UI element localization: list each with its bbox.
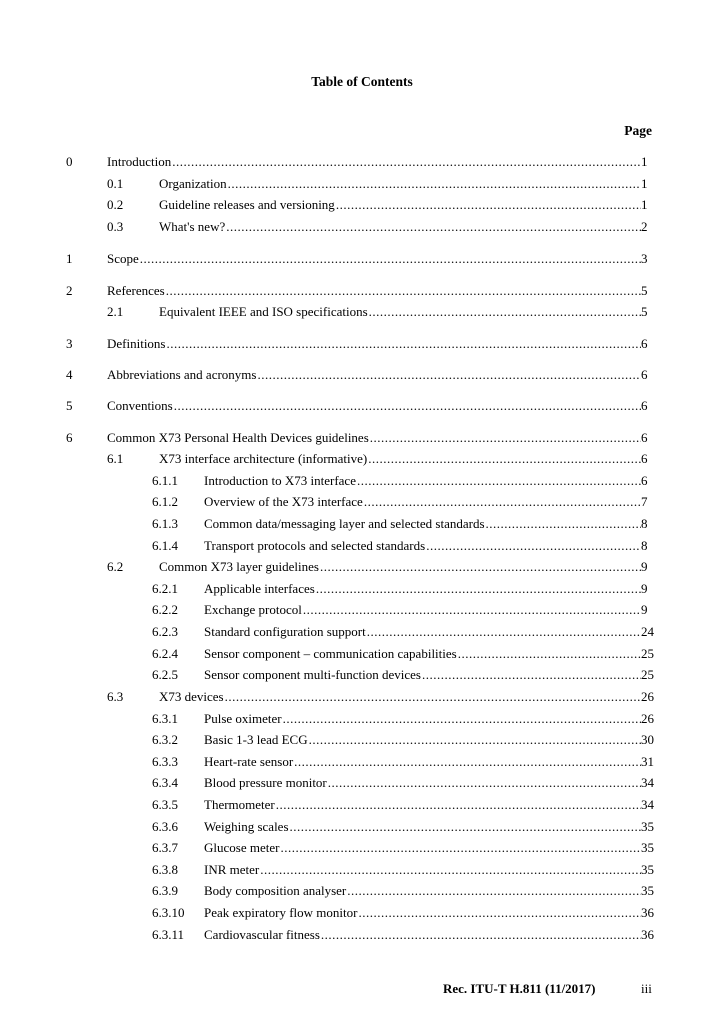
toc-entry-number: 6.3.7 [152, 840, 178, 855]
toc-entry-page: 3 [641, 251, 648, 266]
toc-entry-line [159, 219, 641, 235]
toc-entry-page: 5 [641, 283, 648, 298]
toc-entry-title: Abbreviations and acronyms [107, 367, 257, 382]
toc-entry-page: 6 [641, 451, 648, 466]
page-footer [0, 981, 724, 997]
toc-entry[interactable] [0, 251, 724, 267]
toc-leader-dots [139, 251, 641, 267]
toc-entry-line [204, 775, 641, 791]
toc-entry-number: 2.1 [107, 304, 124, 319]
toc-leader-dots [335, 197, 641, 213]
toc-entry-number: 0 [66, 154, 73, 169]
toc-entry-line [159, 304, 641, 320]
toc-entry-line [204, 905, 641, 921]
toc-leader-dots [302, 602, 641, 618]
toc-leader-dots [356, 473, 641, 489]
toc-entry-title: References [107, 283, 165, 298]
toc-entry-number: 6.3.8 [152, 862, 178, 877]
toc-entry-line [159, 689, 641, 705]
toc-entry-line [204, 797, 641, 813]
toc-entry-line [107, 398, 641, 414]
toc-entry[interactable] [0, 667, 724, 683]
toc-entry-title: Glucose meter [204, 840, 280, 855]
toc-leader-dots [366, 624, 641, 640]
toc-leader-dots [171, 154, 641, 170]
toc-entry-number: 0.1 [107, 176, 124, 191]
toc-entry-line [204, 646, 641, 662]
toc-leader-dots [368, 304, 641, 320]
toc-entry[interactable] [0, 797, 724, 813]
toc-entry-number: 6.2 [107, 559, 124, 574]
toc-entry-page: 34 [641, 797, 654, 812]
toc-entry-number: 6 [66, 430, 73, 445]
toc-entry[interactable] [0, 367, 724, 383]
toc-entry-line [204, 840, 641, 856]
toc-leader-dots [308, 732, 641, 748]
toc-entry-page: 35 [641, 840, 654, 855]
toc-entry-line [204, 754, 641, 770]
toc-entry-number: 6.1.2 [152, 494, 178, 509]
toc-entry-line [204, 516, 641, 532]
toc-entry-title: Peak expiratory flow monitor [204, 905, 358, 920]
footer-page-number: iii [641, 981, 652, 996]
toc-entry-line [204, 732, 641, 748]
toc-entry-number: 6.1 [107, 451, 124, 466]
toc-leader-dots [275, 797, 641, 813]
toc-entry-title: Common X73 Personal Health Devices guidelines [107, 430, 369, 445]
toc-entry-number: 6.1.1 [152, 473, 178, 488]
toc-entry-line [107, 367, 641, 383]
toc-entry-line [204, 624, 641, 640]
toc-entry-number: 6.2.5 [152, 667, 178, 682]
toc-entry-page: 9 [641, 581, 648, 596]
toc-entry-number: 6.2.4 [152, 646, 178, 661]
toc-entry[interactable] [0, 711, 724, 727]
toc-entry[interactable] [0, 430, 724, 446]
toc-entry[interactable] [0, 883, 724, 899]
toc-entry-line [159, 451, 641, 467]
toc-entry-page: 6 [641, 398, 648, 413]
toc-entry-title: Introduction [107, 154, 172, 169]
toc-entry-line [204, 494, 641, 510]
toc-entry-title: Standard configuration support [204, 624, 366, 639]
toc-entry-title: Applicable interfaces [204, 581, 315, 596]
toc-entry-page: 6 [641, 430, 648, 445]
toc-entry-line [204, 473, 641, 489]
toc-entry-title: Thermometer [204, 797, 275, 812]
toc-entry[interactable] [0, 494, 724, 510]
toc-entry-title: Basic 1-3 lead ECG [204, 732, 308, 747]
toc-leader-dots [421, 667, 641, 683]
toc-entry-page: 25 [641, 646, 654, 661]
toc-entry[interactable] [0, 862, 724, 878]
toc-entry-page: 8 [641, 538, 648, 553]
toc-entry[interactable] [0, 819, 724, 835]
toc-entry[interactable] [0, 473, 724, 489]
toc-leader-dots [166, 336, 642, 352]
toc-entry[interactable] [0, 581, 724, 597]
toc-entry-number: 6.1.4 [152, 538, 178, 553]
toc-entry-page: 2 [641, 219, 648, 234]
toc-entry-page: 30 [641, 732, 654, 747]
toc-entry-line [204, 602, 641, 618]
toc-entry-title: Pulse oximeter [204, 711, 282, 726]
toc-leader-dots [165, 283, 641, 299]
toc-entry-number: 6.3.4 [152, 775, 178, 790]
toc-entry-number: 0.3 [107, 219, 124, 234]
toc-entry-title: Transport protocols and selected standards [204, 538, 426, 553]
toc-entry[interactable] [0, 602, 724, 618]
toc-entry-title: Body composition analyser [204, 883, 347, 898]
toc-entry[interactable] [0, 927, 724, 943]
toc-entry-page: 6 [641, 367, 648, 382]
toc-leader-dots [363, 494, 641, 510]
toc-entry[interactable] [0, 646, 724, 662]
toc-leader-dots [224, 689, 641, 705]
toc-entry[interactable] [0, 732, 724, 748]
toc-entry[interactable] [0, 559, 724, 575]
toc-entry-page: 1 [641, 176, 648, 191]
toc-entry-number: 6.3.9 [152, 883, 178, 898]
toc-leader-dots [425, 538, 641, 554]
toc-entry-number: 6.3.2 [152, 732, 178, 747]
toc-leader-dots [227, 176, 641, 192]
toc-entry-page: 35 [641, 883, 654, 898]
toc-entry-number: 6.3 [107, 689, 124, 704]
toc-entry[interactable] [0, 754, 724, 770]
toc-leader-dots [173, 398, 641, 414]
toc-entry-title: Cardiovascular fitness [204, 927, 320, 942]
toc-entry-title: INR meter [204, 862, 260, 877]
toc-entry[interactable] [0, 197, 724, 213]
toc-entry-title: Weighing scales [204, 819, 289, 834]
toc-entry[interactable] [0, 154, 724, 170]
toc-entry-title: Common data/messaging layer and selected standards [204, 516, 485, 531]
page-column-label: Page [624, 123, 652, 138]
toc-entry[interactable] [0, 219, 724, 235]
toc-entry[interactable] [0, 516, 724, 532]
toc-entry-title: Introduction to X73 interface [204, 473, 356, 488]
toc-entry-number: 6.1.3 [152, 516, 178, 531]
toc-leader-dots [320, 927, 641, 943]
toc-entry-title: Definitions [107, 336, 166, 351]
toc-entry-line [204, 581, 641, 597]
toc-entry-page: 24 [641, 624, 654, 639]
toc-leader-dots [346, 883, 641, 899]
toc-leader-dots [457, 646, 641, 662]
toc-entry-title: What's new? [159, 219, 226, 234]
toc-entry-number: 6.3.3 [152, 754, 178, 769]
toc-leader-dots [485, 516, 641, 532]
toc-entry-page: 36 [641, 927, 654, 942]
toc-entry-number: 6.3.1 [152, 711, 178, 726]
toc-entry-title: Guideline releases and versioning [159, 197, 335, 212]
toc-leader-dots [279, 840, 641, 856]
toc-entry[interactable] [0, 398, 724, 414]
toc-entry-line [204, 927, 641, 943]
toc-entry-page: 35 [641, 862, 654, 877]
toc-entry[interactable] [0, 775, 724, 791]
toc-entry-page: 34 [641, 775, 654, 790]
toc-entry[interactable] [0, 451, 724, 467]
toc-entry[interactable] [0, 840, 724, 856]
toc-entry-page: 7 [641, 494, 648, 509]
toc-entry-title: Organization [159, 176, 227, 191]
toc-entry-title: Conventions [107, 398, 173, 413]
toc-leader-dots [256, 367, 641, 383]
toc-leader-dots [319, 559, 641, 575]
toc-entry-line [159, 176, 641, 192]
toc-entry-number: 6.3.10 [152, 905, 185, 920]
toc-entry-number: 6.3.5 [152, 797, 178, 812]
toc-entry[interactable] [0, 176, 724, 192]
toc-entry-page: 26 [641, 689, 654, 704]
toc-leader-dots [289, 819, 641, 835]
toc-entry-title: Exchange protocol [204, 602, 302, 617]
toc-leader-dots [367, 451, 641, 467]
toc-entry-title: Scope [107, 251, 139, 266]
toc-entry-number: 6.3.11 [152, 927, 185, 942]
toc-entry[interactable] [0, 905, 724, 921]
toc-entry-title: Equivalent IEEE and ISO specifications [159, 304, 368, 319]
toc-entry-page: 31 [641, 754, 654, 769]
toc-entry-page: 1 [641, 197, 648, 212]
toc-entry-number: 6.2.2 [152, 602, 178, 617]
toc-entry-number: 6.3.6 [152, 819, 178, 834]
toc-entry-line [204, 667, 641, 683]
toc-entry[interactable] [0, 336, 724, 352]
toc-entry-page: 25 [641, 667, 654, 682]
toc-leader-dots [225, 219, 641, 235]
toc-entry[interactable] [0, 304, 724, 320]
toc-entry[interactable] [0, 538, 724, 554]
toc-entry-title: Overview of the X73 interface [204, 494, 363, 509]
toc-entry-number: 1 [66, 251, 73, 266]
toc-entry-number: 5 [66, 398, 73, 413]
toc-entry-line [107, 283, 641, 299]
toc-leader-dots [369, 430, 641, 446]
toc-entry-title: X73 devices [159, 689, 224, 704]
toc-entry-page: 1 [641, 154, 648, 169]
toc-entry-page: 6 [641, 473, 648, 488]
toc-entry-number: 0.2 [107, 197, 124, 212]
toc-entry-page: 35 [641, 819, 654, 834]
toc-entry[interactable] [0, 689, 724, 705]
toc-entry-title: Sensor component multi-function devices [204, 667, 421, 682]
toc-entry-line [204, 538, 641, 554]
toc-entry-page: 26 [641, 711, 654, 726]
toc-entry-page: 36 [641, 905, 654, 920]
toc-leader-dots [315, 581, 641, 597]
toc-entry-line [107, 430, 641, 446]
toc-entry-title: Sensor component – communication capabilities [204, 646, 457, 661]
toc-entry-line [159, 559, 641, 575]
toc-leader-dots [259, 862, 641, 878]
toc-entry[interactable] [0, 624, 724, 640]
toc-entry-page: 6 [641, 336, 648, 351]
toc-entry-number: 2 [66, 283, 73, 298]
toc-entry-title: Common X73 layer guidelines [159, 559, 319, 574]
toc-entry-page: 8 [641, 516, 648, 531]
toc-entry-page: 5 [641, 304, 648, 319]
toc-leader-dots [357, 905, 641, 921]
toc-entry-line [204, 819, 641, 835]
toc-entry-number: 6.2.1 [152, 581, 178, 596]
toc-entry-line [107, 154, 641, 170]
toc-leader-dots [327, 775, 641, 791]
toc-entry[interactable] [0, 283, 724, 299]
toc-entry-page: 9 [641, 602, 648, 617]
toc-entry-line [204, 862, 641, 878]
page-title: Table of Contents [311, 74, 413, 89]
toc-entry-number: 4 [66, 367, 73, 382]
footer-recommendation: Rec. ITU-T H.811 (11/2017) [443, 981, 596, 996]
toc-entry-line [107, 336, 641, 352]
toc-entry-page: 9 [641, 559, 648, 574]
toc-leader-dots [282, 711, 641, 727]
toc-entry-line [204, 883, 641, 899]
toc-entry-line [107, 251, 641, 267]
toc-entry-number: 3 [66, 336, 73, 351]
toc-entry-line [159, 197, 641, 213]
toc-leader-dots [293, 754, 641, 770]
toc-entry-number: 6.2.3 [152, 624, 178, 639]
toc-entry-title: Heart-rate sensor [204, 754, 294, 769]
toc-entry-title: Blood pressure monitor [204, 775, 327, 790]
toc-entry-title: X73 interface architecture (informative) [159, 451, 368, 466]
toc-entry-line [204, 711, 641, 727]
